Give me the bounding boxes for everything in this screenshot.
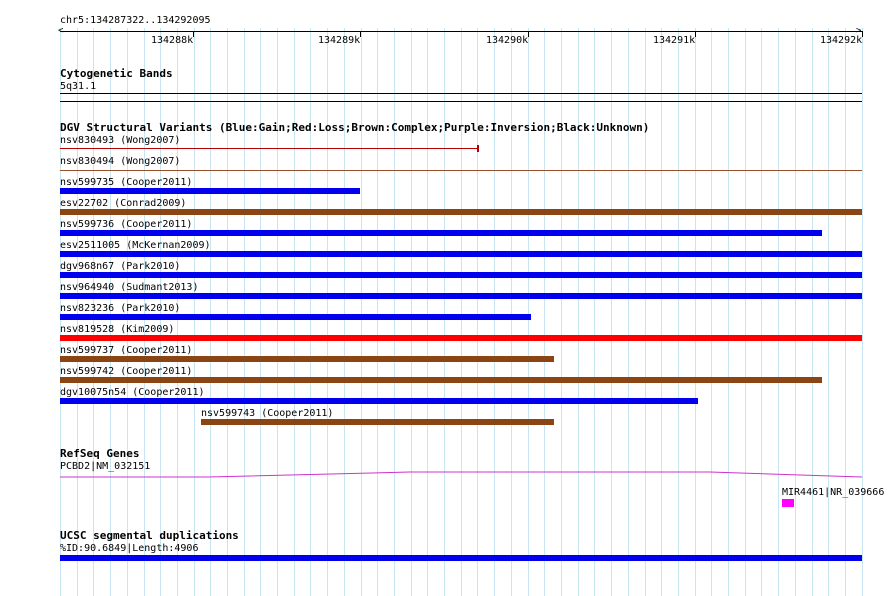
variant-label[interactable]: dgv10075n54 (Cooper2011)	[60, 387, 205, 398]
gene-exon-mir4461[interactable]	[782, 499, 794, 507]
gene-label-mir4461[interactable]: MIR4461|NR_039666	[782, 487, 885, 498]
variant-label[interactable]: esv22702 (Conrad2009)	[60, 198, 187, 209]
segdup-title[interactable]: UCSC segmental duplications	[60, 529, 239, 542]
segdup-bar[interactable]	[60, 555, 862, 561]
ruler-tick-label: 134290k	[486, 35, 529, 46]
ruler-tick-label: 134292k	[820, 35, 863, 46]
ruler-tick-label: 134289k	[318, 35, 361, 46]
variant-label[interactable]: nsv599743 (Cooper2011)	[201, 408, 334, 419]
variant-label[interactable]: nsv599737 (Cooper2011)	[60, 345, 193, 356]
variant-label[interactable]: nsv830493 (Wong2007)	[60, 135, 181, 146]
cytogenetic-title[interactable]: Cytogenetic Bands	[60, 67, 173, 80]
variant-label[interactable]: nsv830494 (Wong2007)	[60, 156, 181, 167]
refseq-title[interactable]: RefSeq Genes	[60, 447, 140, 460]
variant-label[interactable]: nsv599736 (Cooper2011)	[60, 219, 193, 230]
variant-label[interactable]: nsv599735 (Cooper2011)	[60, 177, 193, 188]
gene-intron-line	[60, 472, 862, 477]
gene-label-pcbd2[interactable]: PCBD2|NM_032151	[60, 461, 151, 472]
variant-label[interactable]: nsv599742 (Cooper2011)	[60, 366, 193, 377]
ruler-right-arrow: >	[856, 26, 862, 36]
ruler-tick-label: 134291k	[653, 35, 696, 46]
ruler-tick-label: 134288k	[151, 35, 194, 46]
variant-label[interactable]: dgv968n67 (Park2010)	[60, 261, 181, 272]
position-label: chr5:134287322..134292095	[60, 15, 211, 26]
segdup-label: %ID:90.6849|Length:4906	[60, 543, 199, 554]
variant-label[interactable]: nsv964940 (Sudmant2013)	[60, 282, 199, 293]
ruler-left-arrow: <	[58, 26, 64, 36]
variant-label[interactable]: nsv823236 (Park2010)	[60, 303, 181, 314]
cytogenetic-band-label: 5q31.1	[60, 81, 97, 92]
variant-label[interactable]: nsv819528 (Kim2009)	[60, 324, 175, 335]
variant-label[interactable]: esv2511005 (McKernan2009)	[60, 240, 211, 251]
dgv-title[interactable]: DGV Structural Variants (Blue:Gain;Red:Loss;Brown:Complex;Purple:Inversion;Black:Unknown)	[60, 121, 650, 134]
